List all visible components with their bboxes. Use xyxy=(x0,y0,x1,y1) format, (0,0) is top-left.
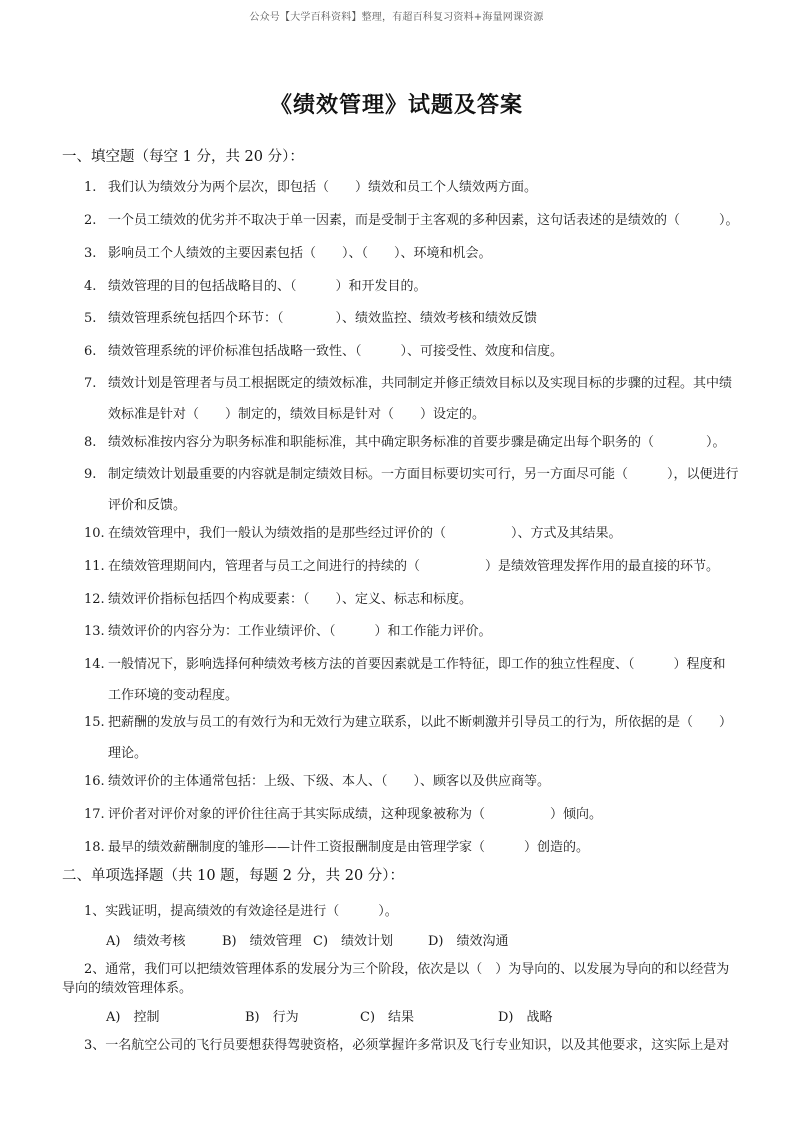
question-item xyxy=(84,370,732,397)
question-text: 绩效评价的主体通常包括：上级、下级、本人、（ ）、顾客以及供应商等。 xyxy=(108,774,551,789)
question-number: 7. xyxy=(84,376,97,391)
question-item xyxy=(84,273,427,300)
question-text: 绩效标准按内容分为职务标准和职能标准，其中确定职务标准的首要步骤是确定出每个职务的（ ）。 xyxy=(108,435,726,450)
question-item xyxy=(84,338,563,365)
question-item xyxy=(84,240,492,267)
mc-option-a: A) 控制 xyxy=(106,1010,160,1025)
question-number: 11. xyxy=(84,559,105,574)
question-text: 绩效评价的内容分为：工作业绩评价、（ ）和工作能力评价。 xyxy=(108,624,492,639)
question-number: 10. xyxy=(84,526,105,541)
mc-question-stem: 2、通常，我们可以把绩效管理体系的发展分为三个阶段，依次是以（ ）为导向的、以发展为导向的和以经营为 xyxy=(84,962,730,977)
mc-option-d: D) 绩效沟通 xyxy=(428,934,509,949)
question-number: 4. xyxy=(84,279,97,294)
question-item xyxy=(84,207,739,234)
question-text: 绩效管理系统包括四个环节：（ ）、绩效监控、绩效考核和绩效反馈 xyxy=(108,311,538,326)
question-item xyxy=(84,429,726,456)
question-text: 在绩效管理中，我们一般认为绩效指的是那些经过评价的（ ）、方式及其结果。 xyxy=(108,526,622,541)
mc-option-c: C) 绩效计划 xyxy=(313,934,394,949)
mc-option-b: B) 行为 xyxy=(245,1010,299,1025)
question-text-continued: 工作环境的变动程度。 xyxy=(108,688,239,703)
question-item xyxy=(84,461,739,488)
question-item xyxy=(84,174,537,201)
question-text: 绩效管理的目的包括战略目的、（ ）和开发目的。 xyxy=(108,279,427,294)
question-text: 一个员工绩效的优劣并不取决于单一因素，而是受制于主客观的多种因素，这句话表述的是绩效的（ ）。 xyxy=(108,213,739,228)
question-item xyxy=(84,651,726,678)
question-text: 一般情况下，影响选择何种绩效考核方法的首要因素就是工作特征，即工作的独立性程度、（ ）程度和 xyxy=(108,657,726,672)
question-text: 评价者对评价对象的评价往往高于其实际成绩，这种现象被称为（ ）倾向。 xyxy=(108,807,603,822)
question-item xyxy=(84,801,602,828)
document-title: 《绩效管理》试题及答案 xyxy=(269,92,523,118)
section-heading-fill-in: 一、填空题（每空 1 分，共 20 分）： xyxy=(62,149,304,165)
question-item xyxy=(84,618,492,645)
question-text: 我们认为绩效分为两个层次，即包括（ ）绩效和员工个人绩效两方面。 xyxy=(108,180,538,195)
section-heading-single-choice: 二、单项选择题（共 10 题，每题 2 分，共 20 分）： xyxy=(62,868,405,884)
question-text: 影响员工个人绩效的主要因素包括（ ）、（ ）、环境和机会。 xyxy=(108,246,492,261)
question-number: 12. xyxy=(84,592,105,607)
mc-question-stem-continued: 导向的绩效管理体系。 xyxy=(62,981,193,996)
question-text: 在绩效管理期间内，管理者与员工之间进行的持续的（ ）是绩效管理发挥作用的最直接的环节。 xyxy=(108,559,720,574)
question-number: 17. xyxy=(84,807,105,822)
question-item xyxy=(84,834,589,861)
question-number: 1. xyxy=(84,180,97,195)
question-item xyxy=(84,709,732,736)
question-item xyxy=(84,553,719,580)
mc-question-stem: 3、一名航空公司的飞行员要想获得驾驶资格，必须掌握许多常识及飞行专业知识，以及其他要求，这实际上是对 xyxy=(84,1038,730,1053)
question-number: 5. xyxy=(84,311,97,326)
question-number: 14. xyxy=(84,657,105,672)
question-number: 2. xyxy=(84,213,97,228)
question-text: 制定绩效计划最重要的内容就是制定绩效目标。一方面目标要切实可行，另一方面尽可能（ ），以便进行 xyxy=(108,467,739,482)
question-item xyxy=(84,305,537,332)
mc-option-d: D) 战略 xyxy=(498,1010,553,1025)
question-item xyxy=(84,768,550,795)
question-text: 把薪酬的发放与员工的有效行为和无效行为建立联系，以此不断刺激并引导员工的行为，所依据的是（ ） xyxy=(108,715,733,730)
question-text-continued: 理论。 xyxy=(108,746,148,761)
question-number: 9. xyxy=(84,467,97,482)
question-number: 6. xyxy=(84,344,97,359)
mc-option-b: B) 绩效管理 xyxy=(222,934,302,949)
question-number: 3. xyxy=(84,246,97,261)
question-number: 18. xyxy=(84,840,105,855)
mc-option-a: A) 绩效考核 xyxy=(106,934,186,949)
question-text: 绩效管理系统的评价标准包括战略一致性、（ ）、可接受性、效度和信度。 xyxy=(108,344,564,359)
question-number: 8. xyxy=(84,435,97,450)
question-item xyxy=(84,520,622,547)
question-text-continued: 评价和反馈。 xyxy=(108,498,187,513)
question-text: 绩效计划是管理者与员工根据既定的绩效标准，共同制定并修正绩效目标以及实现目标的步骤的过程。其中绩 xyxy=(108,376,733,391)
question-number: 15. xyxy=(84,715,105,730)
question-text: 最早的绩效薪酬制度的雏形——计件工资报酬制度是由管理学家（ ）创造的。 xyxy=(108,840,590,855)
question-text: 绩效评价指标包括四个构成要素：（ ）、定义、标志和标度。 xyxy=(108,592,473,607)
question-number: 16. xyxy=(84,774,105,789)
mc-option-c: C) 结果 xyxy=(360,1010,415,1025)
question-text-continued: 效标准是针对（ ）制定的，绩效目标是针对（ ）设定的。 xyxy=(108,407,486,422)
question-item xyxy=(84,586,472,613)
header-note: 公众号【大学百科资料】整理，有超百科复习资料+海量网课资源 xyxy=(249,12,544,23)
mc-question-stem: 1、实践证明，提高绩效的有效途径是进行（ ）。 xyxy=(84,904,398,919)
question-number: 13. xyxy=(84,624,105,639)
